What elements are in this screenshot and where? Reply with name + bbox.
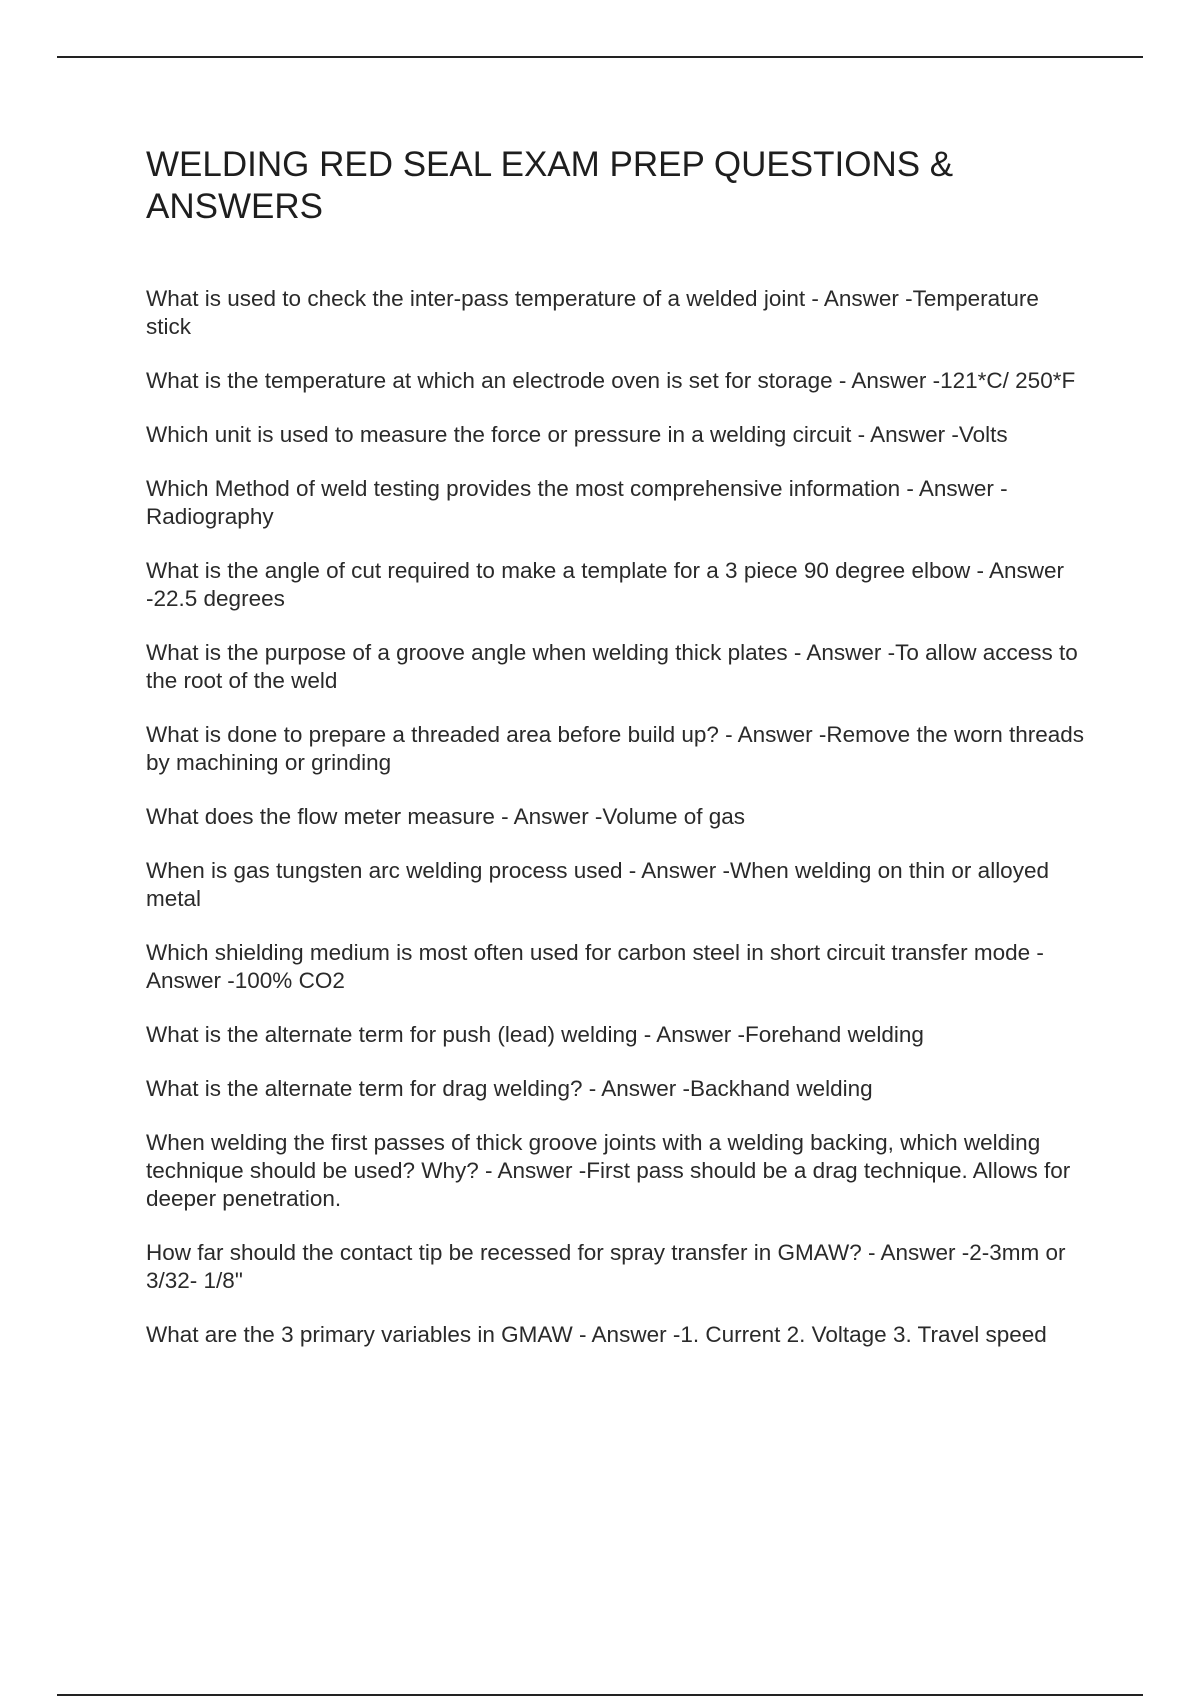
qa-item: Which unit is used to measure the force or pressure in a welding circuit - Answer -Volts	[146, 422, 1008, 447]
qa-item: What is the alternate term for drag welding? - Answer -Backhand welding	[146, 1076, 873, 1101]
qa-item: Which Method of weld testing provides the most comprehensive information - Answer -Radiography	[146, 476, 1008, 529]
qa-item: When is gas tungsten arc welding process used - Answer -When welding on thin or alloyed metal	[146, 858, 1049, 911]
qa-item: Which shielding medium is most often used for carbon steel in short circuit transfer mode - Answer -100% CO2	[146, 940, 1044, 993]
qa-item: What is used to check the inter-pass temperature of a welded joint - Answer -Temperature stick	[146, 286, 1039, 339]
qa-item: What does the flow meter measure - Answer -Volume of gas	[146, 804, 746, 829]
top-divider	[57, 56, 1143, 58]
qa-item: What is the temperature at which an electrode oven is set for storage - Answer -121*C/ 250*F	[146, 368, 1076, 393]
qa-item: What is the alternate term for push (lead) welding - Answer -Forehand welding	[146, 1022, 924, 1047]
qa-item: How far should the contact tip be recessed for spray transfer in GMAW? - Answer -2-3mm or 3/32- 1/8"	[146, 1240, 1066, 1293]
document-body	[146, 144, 1086, 1375]
qa-item: What is the purpose of a groove angle when welding thick plates - Answer -To allow access to the root of the weld	[146, 640, 1078, 693]
qa-item: When welding the first passes of thick groove joints with a welding backing, which welding technique should be used? Why? - Answer -First pass should be a drag technique. Allows for deeper penetration.	[146, 1130, 1071, 1211]
qa-item: What are the 3 primary variables in GMAW - Answer -1. Current 2. Voltage 3. Travel speed	[146, 1322, 1047, 1347]
document-title: WELDING RED SEAL EXAM PREP QUESTIONS & ANSWERS	[146, 145, 954, 226]
qa-list	[146, 285, 1086, 1349]
qa-item: What is the angle of cut required to make a template for a 3 piece 90 degree elbow - Answer -22.5 degrees	[146, 558, 1065, 611]
qa-item: What is done to prepare a threaded area before build up? - Answer -Remove the worn threads by machining or grinding	[146, 722, 1085, 775]
bottom-divider	[57, 1694, 1143, 1696]
